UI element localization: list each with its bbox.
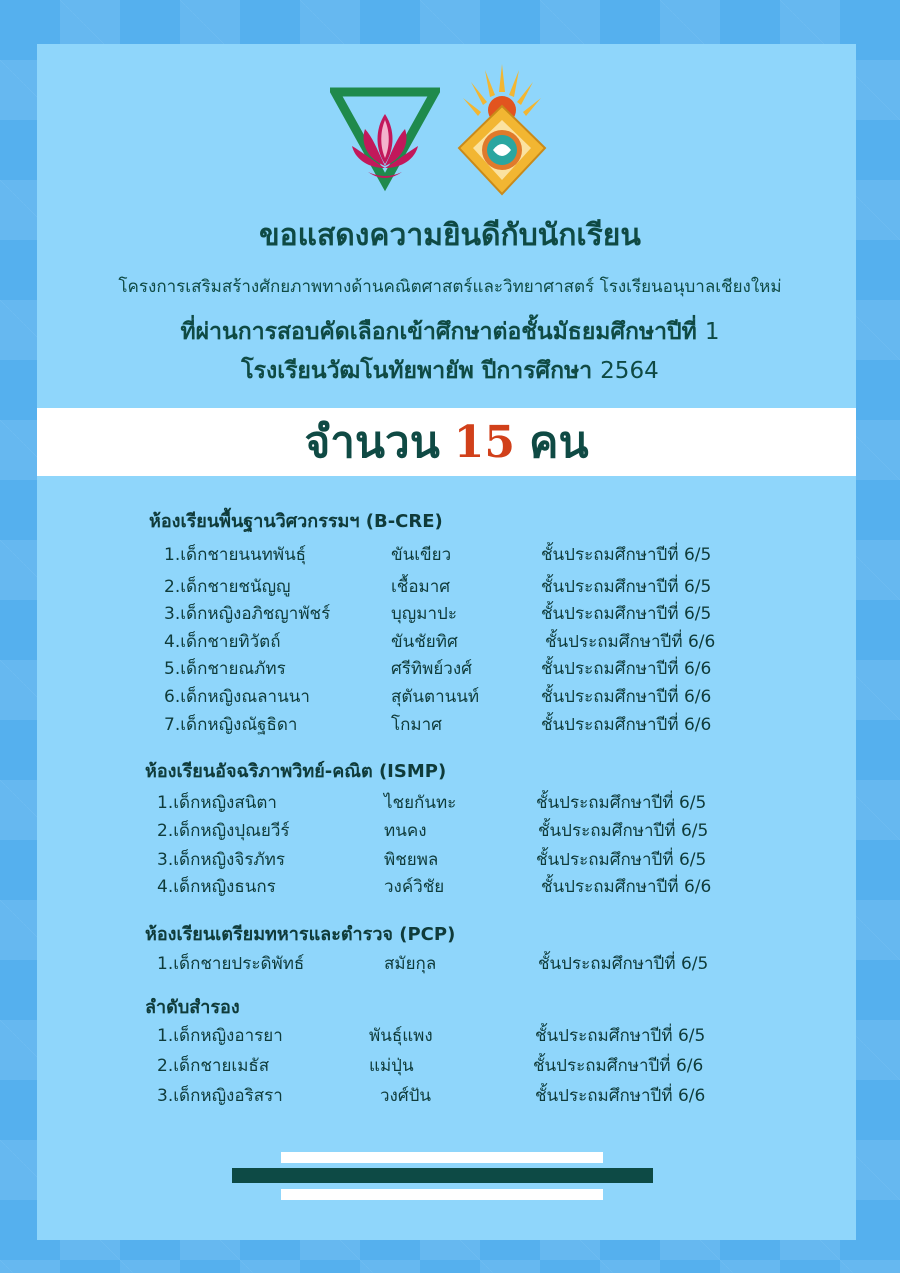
student-first-name: 1.เด็กหญิงสนิตา: [157, 793, 277, 813]
student-grade: ชั้นประถมศึกษาปีที่ 6/5: [541, 545, 712, 565]
student-grade: ชั้นประถมศึกษาปีที่ 6/5: [541, 577, 712, 597]
exam-line-text: ที่ผ่านการสอบคัดเลือกเข้าศึกษาต่อชั้นมัธยมศึกษาปีที่: [180, 319, 697, 345]
student-first-name: 5.เด็กชายณภัทร: [164, 659, 286, 679]
student-grade: ชั้นประถมศึกษาปีที่ 6/5: [536, 793, 707, 813]
student-first-name: 6.เด็กหญิงณลานนา: [164, 687, 310, 707]
student-last-name: โกมาศ: [391, 715, 442, 735]
section-heading-ismp: ห้องเรียนอัจฉริภาพวิทย์-คณิต (ISMP): [145, 761, 447, 782]
section-heading-pcp: ห้องเรียนเตรียมทหารและตำรวจ (PCP): [145, 924, 456, 945]
student-grade: ชั้นประถมศึกษาปีที่ 6/6: [533, 1056, 704, 1076]
student-first-name: 1.เด็กชายนนทพันธุ์: [164, 545, 307, 565]
student-grade: ชั้นประถมศึกษาปีที่ 6/5: [536, 850, 707, 870]
student-first-name: 2.เด็กชายเมธัส: [157, 1056, 270, 1076]
student-grade: ชั้นประถมศึกษาปีที่ 6/6: [541, 659, 712, 679]
count-prefix: จำนวน: [304, 417, 440, 468]
student-first-name: 3.เด็กหญิงอภิชญาพัชร์: [164, 604, 331, 624]
student-grade: ชั้นประถมศึกษาปีที่ 6/5: [538, 954, 709, 974]
student-last-name: ขันชัยทิศ: [391, 632, 458, 652]
student-last-name: พิชยพล: [384, 850, 439, 870]
student-grade: ชั้นประถมศึกษาปีที่ 6/6: [541, 687, 712, 707]
student-last-name: ขันเขียว: [391, 545, 452, 565]
student-first-name: 4.เด็กหญิงธนกร: [157, 877, 276, 897]
project-subtitle: โครงการเสริมสร้างศักยภาพทางด้านคณิตศาสตร์และวิทยาศาสตร์ โรงเรียนอนุบาลเชียงใหม่: [118, 277, 782, 297]
student-last-name: เชื้อมาศ: [391, 577, 451, 597]
page-title: ขอแสดงความยินดีกับนักเรียน: [259, 218, 641, 253]
student-last-name: แม่ปุ่น: [369, 1056, 414, 1076]
student-grade: ชั้นประถมศึกษาปีที่ 6/5: [538, 821, 709, 841]
student-first-name: 2.เด็กหญิงปุณยวีร์: [157, 821, 290, 841]
decorative-bar-bottom: [281, 1189, 603, 1200]
student-grade: ชั้นประถมศึกษาปีที่ 6/5: [541, 604, 712, 624]
student-first-name: 7.เด็กหญิงณัฐธิดา: [164, 715, 298, 735]
student-grade: ชั้นประถมศึกษาปีที่ 6/6: [545, 632, 716, 652]
student-first-name: 4.เด็กชายทิวัตถ์: [164, 632, 281, 652]
exam-line: [0, 314, 900, 350]
school-year-number: 2564: [600, 358, 659, 384]
student-last-name: สมัยกุล: [384, 954, 437, 974]
exam-line-number: 1: [704, 319, 720, 345]
school-year-line: [0, 353, 900, 389]
school-logo-lotus: [330, 84, 440, 194]
student-last-name: ทนคง: [384, 821, 427, 841]
student-first-name: 1.เด็กหญิงอารยา: [157, 1026, 283, 1046]
student-grade: ชั้นประถมศึกษาปีที่ 6/6: [541, 877, 712, 897]
student-last-name: พันธุ์แพง: [369, 1026, 433, 1046]
section-heading-reserve: ลำดับสำรอง: [145, 997, 240, 1018]
student-first-name: 2.เด็กชายชนัญญู: [164, 577, 291, 597]
decorative-bar-middle: [232, 1168, 653, 1183]
count-suffix: คน: [529, 417, 589, 468]
count-banner: [37, 408, 856, 476]
student-last-name: วงค์วิชัย: [384, 877, 445, 897]
student-last-name: วงศ์ปัน: [380, 1086, 432, 1106]
decorative-bar-top: [281, 1152, 603, 1163]
student-grade: ชั้นประถมศึกษาปีที่ 6/6: [535, 1086, 706, 1106]
school-year-text: โรงเรียนวัฒโนทัยพายัพ ปีการศึกษา: [241, 358, 593, 384]
section-heading-bcre: ห้องเรียนพื้นฐานวิศวกรรมฯ (B-CRE): [149, 511, 443, 532]
student-last-name: บุญมาปะ: [391, 604, 457, 624]
student-first-name: 3.เด็กหญิงอริสรา: [157, 1086, 283, 1106]
logo-row: [0, 62, 900, 202]
student-grade: ชั้นประถมศึกษาปีที่ 6/6: [541, 715, 712, 735]
count-number: 15: [453, 416, 516, 468]
student-last-name: ไชยกันทะ: [384, 793, 457, 813]
student-last-name: ศรีทิพย์วงศ์: [391, 659, 472, 679]
student-first-name: 1.เด็กชายประดิพัทธ์: [157, 954, 305, 974]
school-logo-emblem: [455, 62, 550, 202]
student-first-name: 3.เด็กหญิงจิรภัทร: [157, 850, 285, 870]
student-grade: ชั้นประถมศึกษาปีที่ 6/5: [535, 1026, 706, 1046]
student-last-name: สุตันตานนท์: [391, 687, 480, 707]
